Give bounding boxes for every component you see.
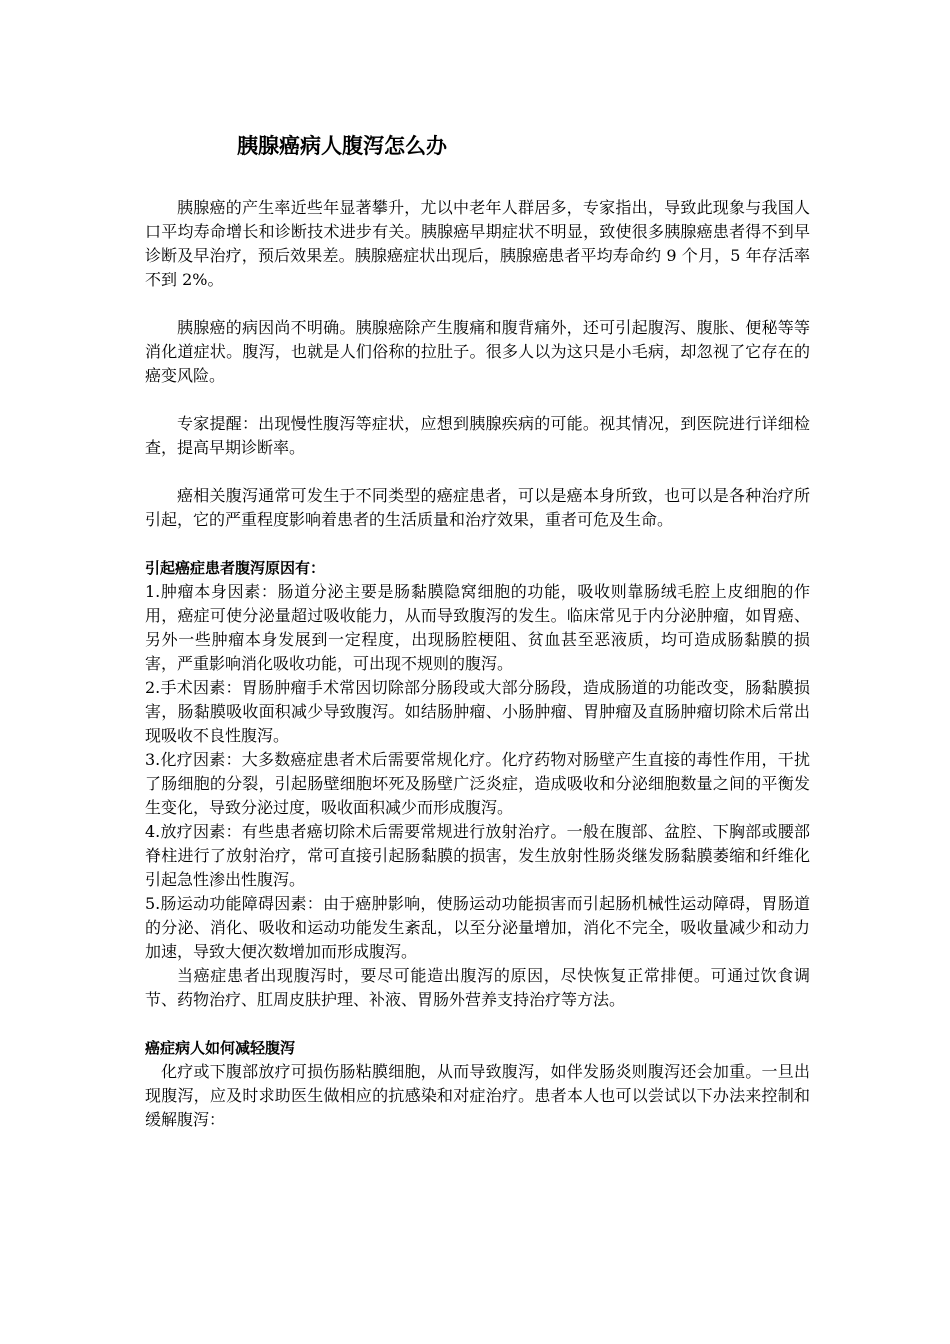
cause-item-1: 1.肿瘤本身因素：肠道分泌主要是肠黏膜隐窝细胞的功能，吸收则靠肠绒毛腔上皮细胞的作用，癌症可使分泌量超过吸收能力，从而导致腹泻的发生。临床常见于内分泌肿瘤，如胃癌、另外一些肿瘤本身发展到一定程度，出现肠腔梗阻、贫血甚至恶液质，均可造成肠黏膜的损害，严重影响消化吸收功能，可出现不规则的腹泻。 — [145, 582, 810, 673]
cause-item-3: 3.化疗因素：大多数癌症患者术后需要常规化疗。化疗药物对肠壁产生直接的毒性作用，干扰了肠细胞的分裂，引起肠壁细胞坏死及肠壁广泛炎症，造成吸收和分泌细胞数量之间的平衡发生变化，导致分泌过度，吸收面积减少而形成腹泻。 — [145, 750, 810, 817]
cause-item-5: 5.肠运动功能障碍因素：由于癌肿影响，使肠运动功能损害而引起肠机械性运动障碍，胃肠道的分泌、消化、吸收和运动功能发生紊乱，以至分泌量增加，消化不完全，吸收量减少和动力加速，导致大便次数增加而形成腹泻。 — [145, 894, 810, 961]
causes-closing-paragraph: 当癌症患者出现腹泻时，要尽可能造出腹泻的原因，尽快恢复正常排便。可通过饮食调节、药物治疗、肛周皮肤护理、补液、胃肠外营养支持治疗等方法。 — [145, 966, 810, 1009]
intro-paragraph-1: 胰腺癌的产生率近些年显著攀升，尤以中老年人群居多，专家指出，导致此现象与我国人口平均寿命增长和诊断技术进步有关。胰腺癌早期症状不明显，致使很多胰腺癌患者得不到早诊断及早治疗，预后效果差。胰腺癌症状出现后，胰腺癌患者平均寿命约 9 个月，5 年存活率不到 2%。 — [145, 198, 810, 289]
intro-paragraph-3: 专家提醒：出现慢性腹泻等症状，应想到胰腺疾病的可能。视其情况，到医院进行详细检查，提高早期诊断率。 — [145, 414, 810, 457]
cause-item-2: 2.手术因素：胃肠肿瘤手术常因切除部分肠段或大部分肠段，造成肠道的功能改变，肠黏膜损害，肠黏膜吸收面积减少导致腹泻。如结肠肿瘤、小肠肿瘤、胃肿瘤及直肠肿瘤切除术后常出现吸收不良性腹泻。 — [145, 678, 810, 745]
section-heading-relief: 癌症病人如何减轻腹泻 — [145, 1039, 296, 1057]
page-title: 胰腺癌病人腹泻怎么办 — [237, 134, 447, 158]
cause-item-4: 4.放疗因素：有些患者癌切除术后需要常规进行放射治疗。一般在腹部、盆腔、下胸部或腰部脊柱进行了放射治疗，常可直接引起肠黏膜的损害，发生放射性肠炎继发肠黏膜萎缩和纤维化引起急性渗出性腹泻。 — [145, 822, 810, 889]
intro-paragraph-4: 癌相关腹泻通常可发生于不同类型的癌症患者，可以是癌本身所致，也可以是各种治疗所引起，它的严重程度影响着患者的生活质量和治疗效果，重者可危及生命。 — [145, 486, 810, 529]
relief-paragraph: 化疗或下腹部放疗可损伤肠粘膜细胞，从而导致腹泻，如伴发肠炎则腹泻还会加重。一旦出现腹泻，应及时求助医生做相应的抗感染和对症治疗。患者本人也可以尝试以下办法来控制和缓解腹泻： — [145, 1062, 810, 1129]
document-body — [145, 196, 810, 1132]
intro-paragraph-2: 胰腺癌的病因尚不明确。胰腺癌除产生腹痛和腹背痛外，还可引起腹泻、腹胀、便秘等等消化道症状。腹泻，也就是人们俗称的拉肚子。很多人以为这只是小毛病，却忽视了它存在的癌变风险。 — [145, 318, 810, 385]
section-heading-causes: 引起癌症患者腹泻原因有： — [145, 559, 326, 577]
